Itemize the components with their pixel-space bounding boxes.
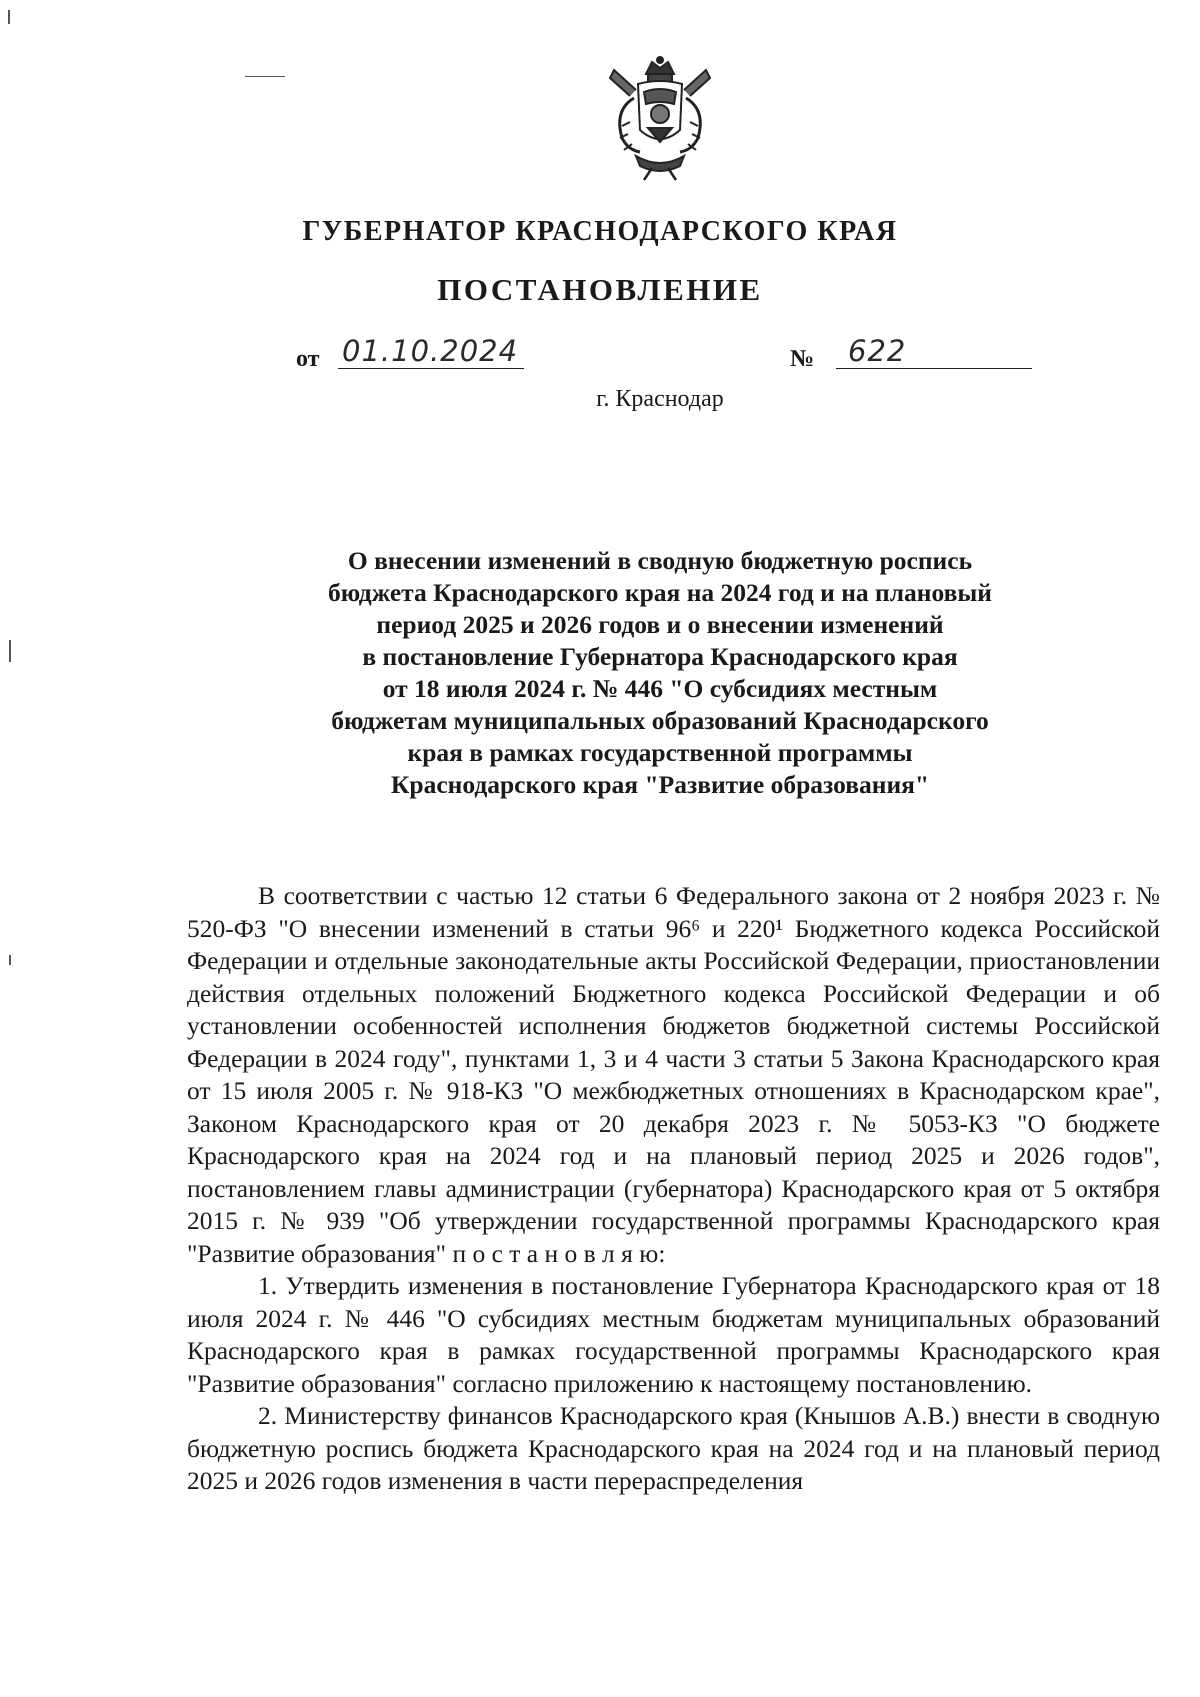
scan-artifact bbox=[8, 10, 10, 24]
coat-of-arms-icon bbox=[600, 52, 720, 184]
city-of-issue: г. Краснодар bbox=[596, 386, 724, 412]
scan-artifact bbox=[9, 955, 11, 965]
subject-line: от 18 июля 2024 г. № 446 "О субсидиях местным bbox=[382, 674, 938, 703]
scan-artifact bbox=[9, 640, 11, 662]
subject-line: бюджета Краснодарского края на 2024 год и на плановый bbox=[328, 578, 992, 607]
subject-line: края в рамках государственной программы bbox=[407, 738, 913, 767]
authority-title: ГУБЕРНАТОР КРАСНОДАРСКОГО КРАЯ bbox=[302, 216, 898, 247]
document-type-title: ПОСТАНОВЛЕНИЕ bbox=[437, 272, 763, 307]
preamble-paragraph: В соответствии с частью 12 статьи 6 Федерального закона от 2 ноября 2023 г. № 520-ФЗ "О внесении изменений в статьи 96⁶ и 220¹ Бюджетного кодекса Российской Федерации и отдельные законодательные акты Российской Федерации, приостановлении действия отдельных положений Бюджетного кодекса Российской Федерации и об установлении особенностей исполнения бюджетов бюджетной системы Российской Федерации в 2024 году", пунктами 1, 3 и 4 части 3 статьи 5 Закона Краснодарского края от 15 июля 2005 г. № 918-КЗ "О межбюджетных отношениях в Краснодарском крае", Законом Краснодарского края от 20 декабря 2023 г. № 5053-КЗ "О бюджете Краснодарского края на 2024 год и на плановый период 2025 и 2026 годов", постановлением главы администрации (губернатора) Краснодарского края от 5 октября 2015 г. № 939 "Об утверждении государственной программы Краснодарского края "Развитие образования" п о с т а н о в л я ю: bbox=[187, 881, 1160, 1268]
date-underline bbox=[338, 368, 524, 369]
document-subject bbox=[240, 545, 1080, 801]
number-prefix: № bbox=[790, 346, 815, 372]
subject-line: Краснодарского края "Развитие образования" bbox=[390, 770, 930, 799]
clause-1-paragraph: 1. Утвердить изменения в постановление Губернатора Краснодарского края от 18 июля 2024 г. № 446 "О субсидиях местным бюджетам муниципальных образований Краснодарского края в рамках государственной программы Краснодарского края "Развитие образования" согласно приложению к настоящему постановлению. bbox=[187, 1271, 1160, 1398]
subject-line: О внесении изменений в сводную бюджетную роспись bbox=[347, 546, 973, 575]
subject-line: период 2025 и 2026 годов и о внесении изменений bbox=[376, 610, 944, 639]
document-date: 01.10.2024 bbox=[342, 334, 519, 368]
scan-artifact bbox=[245, 76, 285, 77]
subject-line: бюджетам муниципальных образований Краснодарского bbox=[331, 706, 989, 735]
number-underline bbox=[836, 368, 1032, 369]
subject-line: в постановление Губернатора Краснодарского края bbox=[362, 642, 958, 671]
document-number: 622 bbox=[848, 334, 907, 368]
date-prefix: от bbox=[296, 346, 320, 372]
clause-2-paragraph: 2. Министерству финансов Краснодарского края (Кнышов А.В.) внести в сводную бюджетную роспись бюджета Краснодарского края на 2024 год и на плановый период 2025 и 2026 годов изменения в части перераспределения bbox=[187, 1401, 1160, 1495]
document-body bbox=[187, 880, 1160, 1498]
